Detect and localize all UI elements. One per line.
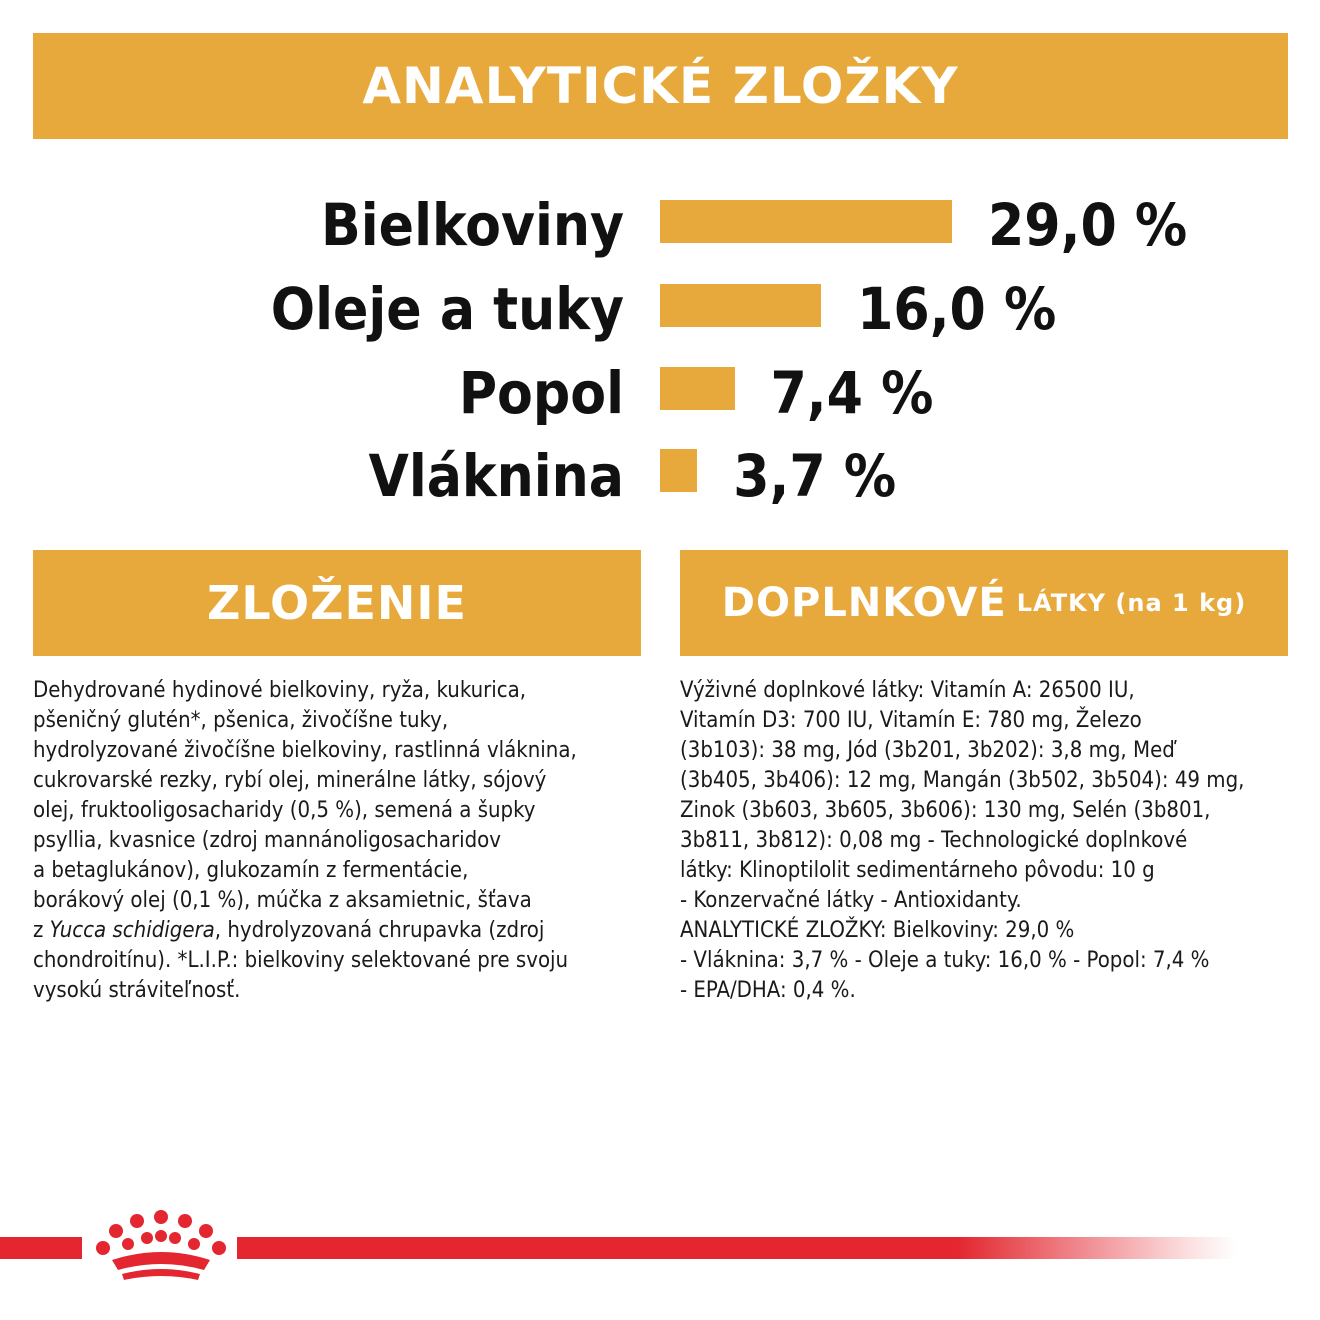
additives-subtitle: LÁTKY (na 1 kg) [1016, 589, 1247, 617]
additives-text: Výživné doplnkové látky: Vitamín A: 26500 IU, Vitamín D3: 700 IU, Vitamín E: 780 mg, Železo (3b103): 38 mg, Jód (3b201, 3b202): 3,8 mg, Meď (3b405, 3b406): 12 mg, Mangán (3b502, 3b504): 49 mg, Zinok (3b603, 3b605, 3b606): 130 mg, Selén (3b801, 3b811, 3b812): 0,08 mg - Technologické doplnkové látky: Klinoptilolit sedimentárneho pôvodu: 10 g - Konzervačné látky - Antioxidanty. ANALYTICKÉ ZLOŽKY: Bielkoviny: 29,0 % - Vláknina: 3,7 % - Oleje a tuky: 16,0 % - Popol: 7,4 % - EPA/DHA: 0,4 %. [680, 678, 1245, 1003]
nutrient-label: Bielkoviny [321, 191, 624, 259]
additives-title: DOPLNKOVÉ [721, 580, 1007, 626]
composition-text [33, 676, 643, 1006]
nutrient-value: 29,0 % [988, 191, 1188, 259]
analytic-banner [33, 33, 1288, 139]
nutrient-label: Oleje a tuky [270, 275, 624, 343]
composition-banner [33, 550, 641, 656]
nutrient-label: Vláknina [368, 442, 624, 510]
nutrient-bar [660, 200, 952, 243]
analytic-title: ANALYTICKÉ ZLOŽKY [362, 57, 959, 115]
composition-title: ZLOŽENIE [207, 576, 467, 630]
nutrient-value: 3,7 % [733, 442, 897, 510]
nutrient-bar [660, 284, 821, 327]
brand-stripe-right [237, 1237, 1237, 1259]
nutrient-label: Popol [458, 359, 624, 427]
nutrient-value: 7,4 % [770, 359, 934, 427]
crown-logo-icon [92, 1208, 230, 1284]
nutrient-value: 16,0 % [857, 275, 1057, 343]
brand-stripe-left [0, 1237, 82, 1259]
composition-text-italic: Yucca schidigera [49, 918, 215, 943]
nutrient-bar [660, 449, 697, 492]
composition-text-part: , hydrolyzovaná chrupavka (zdroj chondroitínu). *L.I.P.: bielkoviny selektované pre svoju vysokú stráviteľnosť. [33, 918, 569, 1003]
additives-banner [680, 550, 1288, 656]
nutrient-bar [660, 367, 735, 410]
composition-text-part: Dehydrované hydinové bielkoviny, ryža, kukurica, pšeničný glutén*, pšenica, živočíšne tuky, hydrolyzované živočíšne bielkoviny, rastlinná vláknina, cukrovarské rezky, rybí olej, minerálne látky, sójový olej, fruktooligosacharidy (0,5 %), semená a šupky psyllia, kvasnice (zdroj mannánoligosacharidov a betaglukánov), glukozamín z fermentácie, borákový olej (0,1 %), múčka z aksamietnic, šťava z [33, 678, 577, 943]
